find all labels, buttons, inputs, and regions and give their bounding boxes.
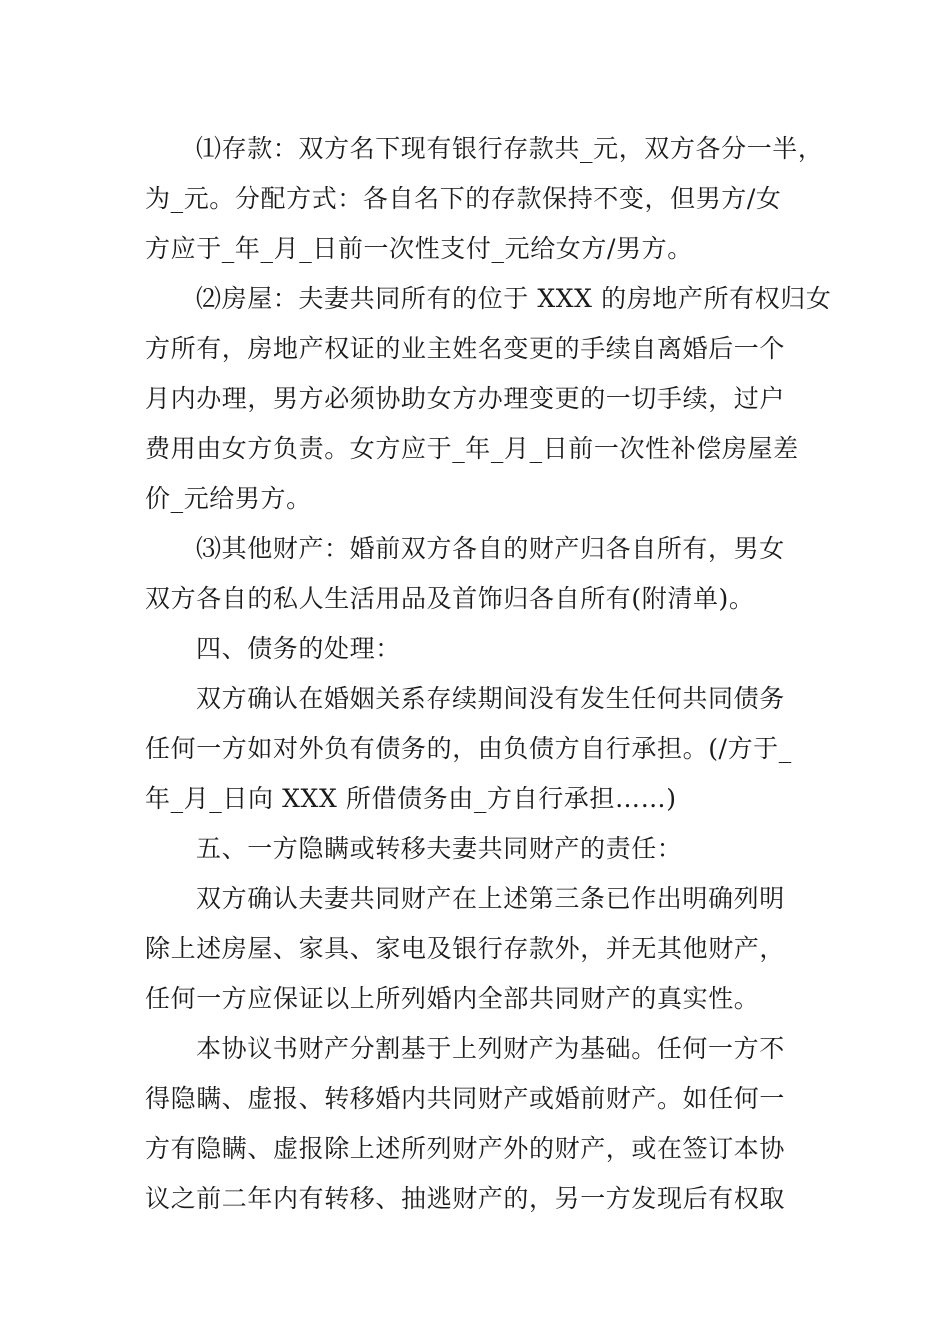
text-line: 得隐瞒、虚报、转移婚内共同财产或婚前财产。如任何一 — [145, 1084, 786, 1113]
text-line: 方所有，房地产权证的业主姓名变更的手续自离婚后一个 — [145, 334, 786, 363]
text-line: ⑴存款：双方名下现有银行存款共_元，双方各分一半， — [196, 134, 824, 163]
text-line: 价_元给男方。 — [145, 484, 312, 513]
text-line: 双方确认夫妻共同财产在上述第三条已作出明确列明 — [196, 884, 785, 913]
text-line: 本协议书财产分割基于上列财产为基础。任何一方不 — [196, 1034, 785, 1063]
text-line: ⑶其他财产：婚前双方各自的财产归各自所有，男女 — [196, 534, 785, 563]
text-line: 月内办理，男方必须协助女方办理变更的一切手续，过户 — [145, 384, 786, 413]
text-line: 方有隐瞒、虚报除上述所列财产外的财产，或在签订本协 — [145, 1134, 786, 1163]
text-line: ⑵房屋：夫妻共同所有的位于 XXX 的房地产所有权归女 — [196, 284, 832, 313]
text-line: 费用由女方负责。女方应于_年_月_日前一次性补偿房屋差 — [145, 434, 799, 463]
text-line: 年_月_日向 XXX 所借债务由_方自行承担……) — [145, 784, 677, 813]
section-heading: 四、债务的处理： — [196, 634, 401, 663]
text-line: 任何一方如对外负有债务的，由负债方自行承担。(/方于_ — [145, 734, 792, 763]
text-line: 双方各自的私人生活用品及首饰归各自所有(附清单)。 — [145, 584, 755, 613]
section-heading: 五、一方隐瞒或转移夫妻共同财产的责任： — [196, 834, 683, 863]
text-line: 双方确认在婚姻关系存续期间没有发生任何共同债务 — [196, 684, 785, 713]
text-line: 为_元。分配方式：各自名下的存款保持不变，但男方/女 — [145, 184, 782, 213]
text-line: 议之前二年内有转移、抽逃财产的，另一方发现后有权取 — [145, 1184, 786, 1213]
text-line: 任何一方应保证以上所列婚内全部共同财产的真实性。 — [145, 984, 760, 1013]
text-line: 除上述房屋、家具、家电及银行存款外，并无其他财产， — [145, 934, 786, 963]
text-line: 方应于_年_月_日前一次性支付_元给女方/男方。 — [145, 234, 693, 263]
